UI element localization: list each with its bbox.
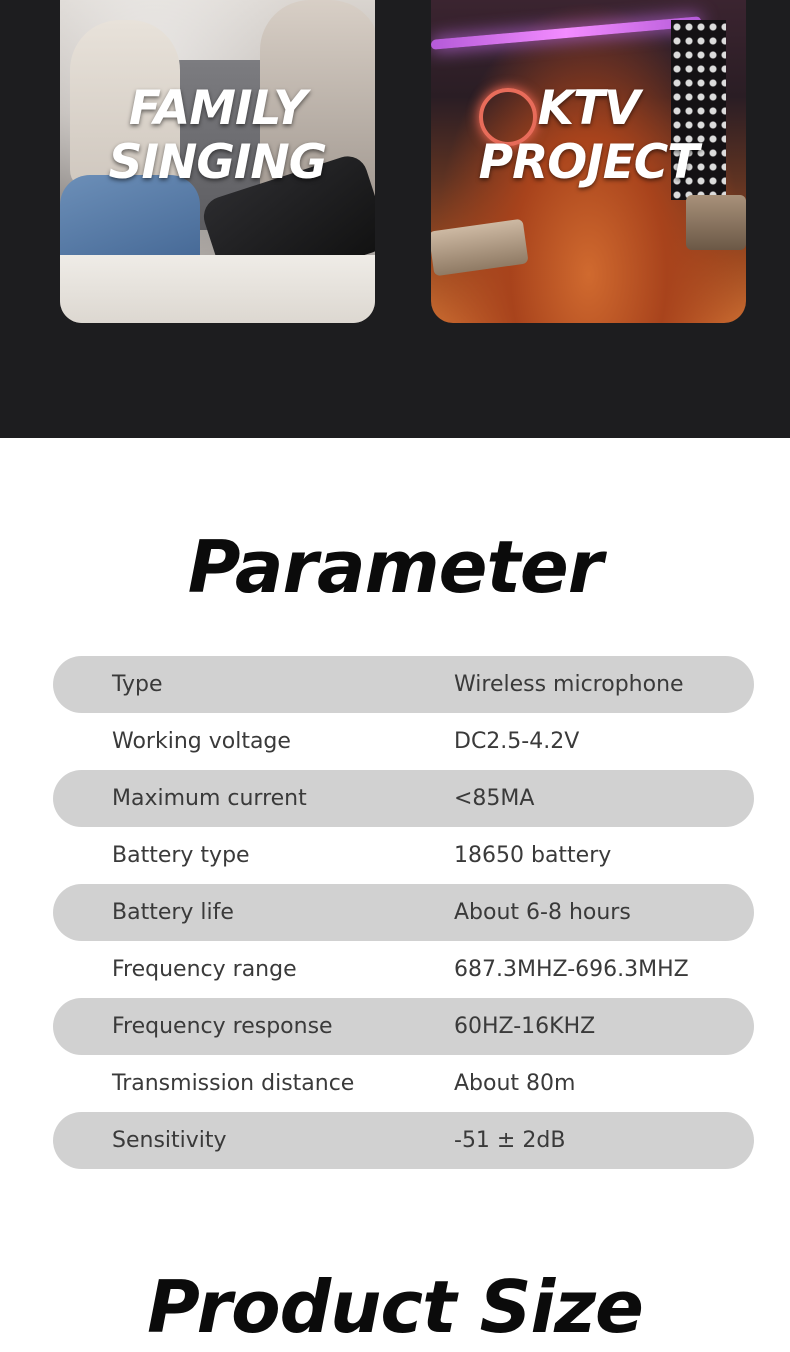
parameter-label: Maximum current <box>112 786 307 811</box>
parameter-row <box>53 656 754 713</box>
scenes-band <box>0 0 790 438</box>
parameter-label: Working voltage <box>112 729 291 754</box>
title-line: SINGING <box>108 135 327 190</box>
parameter-row <box>53 827 754 884</box>
parameter-value: About 6-8 hours <box>454 900 631 925</box>
parameter-value: <85MA <box>454 786 535 811</box>
parameter-label: Frequency response <box>112 1014 333 1039</box>
parameter-label: Battery life <box>112 900 234 925</box>
parameter-row <box>53 884 754 941</box>
title-line: FAMILY <box>128 81 307 136</box>
parameter-row <box>53 770 754 827</box>
parameter-label: Type <box>112 672 163 697</box>
neon-ceiling-light <box>431 16 701 50</box>
family-singing-image <box>60 0 375 323</box>
parameter-row <box>53 1112 754 1169</box>
rug-shape <box>60 255 375 323</box>
parameter-value: DC2.5-4.2V <box>454 729 580 754</box>
lounge-sofa-right <box>686 195 746 250</box>
parameter-value: About 80m <box>454 1071 576 1096</box>
parameter-label: Sensitivity <box>112 1128 227 1153</box>
ktv-project-image <box>431 0 746 323</box>
parameter-label: Transmission distance <box>112 1071 355 1096</box>
parameter-value: 687.3MHZ-696.3MHZ <box>454 957 689 982</box>
parameter-row <box>53 941 754 998</box>
product-size-heading: Product Size <box>147 1265 643 1349</box>
parameter-label: Battery type <box>112 843 250 868</box>
parameter-row <box>53 1055 754 1112</box>
family-singing-title <box>60 82 375 190</box>
parameter-value: 60HZ-16KHZ <box>454 1014 596 1039</box>
lounge-sofa-left <box>431 219 529 277</box>
parameter-heading: Parameter <box>187 525 603 609</box>
parameter-label: Frequency range <box>112 957 297 982</box>
parameter-row <box>53 998 754 1055</box>
parameter-value: Wireless microphone <box>454 672 684 697</box>
title-line: PROJECT <box>478 135 699 190</box>
ktv-project-title <box>431 82 746 190</box>
parameter-value: 18650 battery <box>454 843 612 868</box>
title-line: KTV <box>537 81 640 136</box>
parameter-table <box>53 656 754 1169</box>
parameter-row <box>53 713 754 770</box>
parameter-value: -51 ± 2dB <box>454 1128 566 1153</box>
